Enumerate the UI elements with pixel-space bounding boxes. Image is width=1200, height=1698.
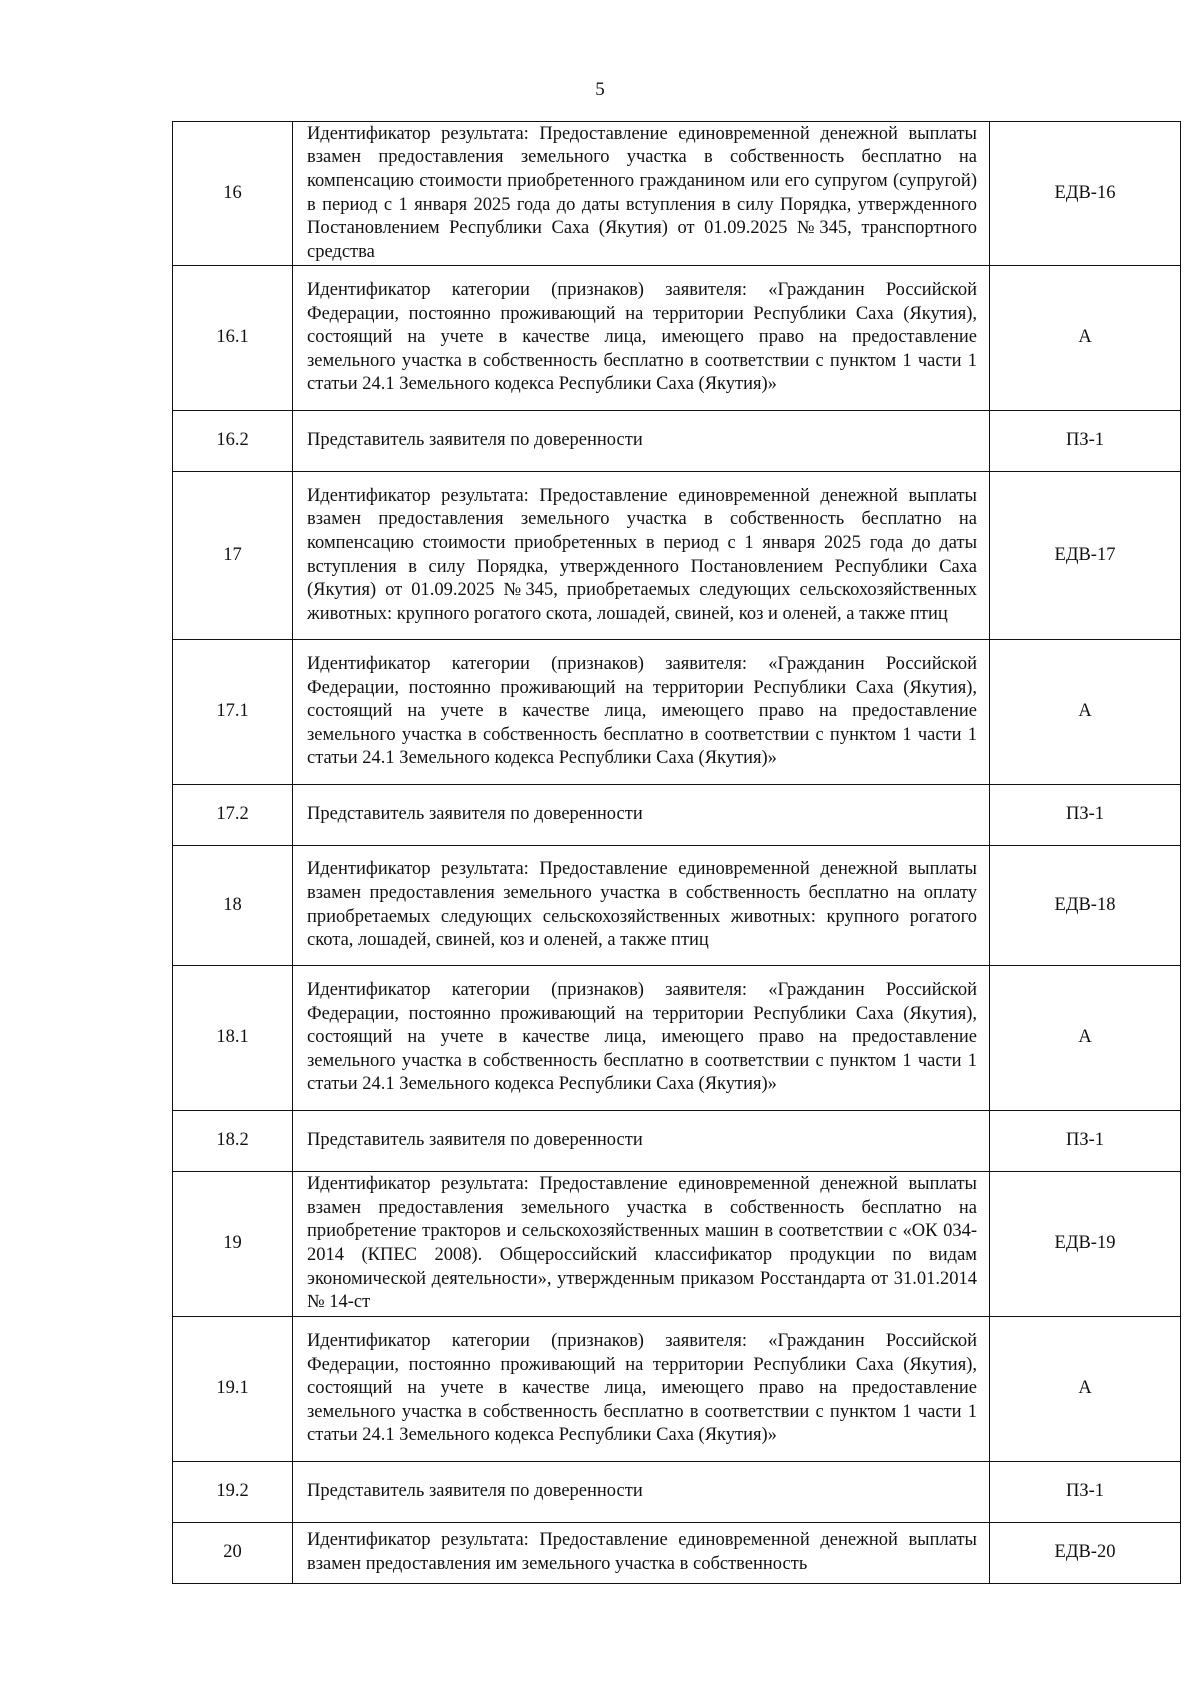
row-number: 19	[173, 1172, 293, 1317]
row-number: 16	[173, 122, 293, 266]
row-code: ЕДВ-19	[990, 1172, 1181, 1317]
row-code: ПЗ-1	[990, 411, 1181, 472]
table-row	[173, 266, 1181, 411]
row-number: 18.2	[173, 1111, 293, 1172]
row-code: А	[990, 966, 1181, 1111]
table-row	[173, 1462, 1181, 1523]
row-number: 18	[173, 846, 293, 966]
row-code: ПЗ-1	[990, 1111, 1181, 1172]
row-code: ПЗ-1	[990, 1462, 1181, 1523]
table-row	[173, 966, 1181, 1111]
row-code: ЕДВ-17	[990, 472, 1181, 640]
row-number: 16.2	[173, 411, 293, 472]
table-body	[173, 122, 1181, 1584]
table-row	[173, 1523, 1181, 1584]
identifiers-table	[172, 121, 1181, 1584]
row-number: 17.2	[173, 785, 293, 846]
table-row	[173, 1172, 1181, 1317]
table-row	[173, 640, 1181, 785]
row-description: Идентификатор категории (признаков) заявителя: «Гражданин Российской Федерации, постоянно проживающий на территории Республики Саха (Якутия), состоящий на учете в качестве лица, имеющего право на предоставление земельного участка в собственность бесплатно в соответствии с пунктом 1 части 1 статьи 24.1 Земельного кодекса Республики Саха (Якутия)»	[293, 966, 990, 1111]
row-code: ПЗ-1	[990, 785, 1181, 846]
row-description: Представитель заявителя по доверенности	[293, 785, 990, 846]
row-code: А	[990, 266, 1181, 411]
row-code: ЕДВ-18	[990, 846, 1181, 966]
page-number: 5	[595, 79, 605, 100]
row-number: 16.1	[173, 266, 293, 411]
row-code: А	[990, 640, 1181, 785]
row-number: 17	[173, 472, 293, 640]
row-number: 20	[173, 1523, 293, 1584]
row-description: Идентификатор результата: Предоставление единовременной денежной выплаты взамен предоставления земельного участка в собственность бесплатно на компенсацию стоимости приобретенных в период с 1 января 2025 года до даты вступления в силу Порядка, утвержденного Постановлением Республики Саха (Якутия) от 01.09.2025 №345, приобретаемых следующих сельскохозяйственных животных: крупного рогатого скота, лошадей, свиней, коз и оленей, а также птиц	[293, 472, 990, 640]
table-row	[173, 122, 1181, 266]
row-number: 18.1	[173, 966, 293, 1111]
row-description: Идентификатор результата: Предоставление единовременной денежной выплаты взамен предоставления им земельного участка в собственность	[293, 1523, 990, 1584]
row-description: Идентификатор категории (признаков) заявителя: «Гражданин Российской Федерации, постоянно проживающий на территории Республики Саха (Якутия), состоящий на учете в качестве лица, имеющего право на предоставление земельного участка в собственность бесплатно в соответствии с пунктом 1 части 1 статьи 24.1 Земельного кодекса Республики Саха (Якутия)»	[293, 266, 990, 411]
table-row	[173, 1111, 1181, 1172]
row-code: ЕДВ-20	[990, 1523, 1181, 1584]
row-description: Идентификатор результата: Предоставление единовременной денежной выплаты взамен предоставления земельного участка в собственность бесплатно на оплату приобретаемых следующих сельскохозяйственных животных: крупного рогатого скота, лошадей, свиней, коз и оленей, а также птиц	[293, 846, 990, 966]
row-number: 17.1	[173, 640, 293, 785]
row-description: Идентификатор результата: Предоставление единовременной денежной выплаты взамен предоставления земельного участка в собственность бесплатно на компенсацию стоимости приобретенного гражданином или его супругом (супругой) в период с 1 января 2025 года до даты вступления в силу Порядка, утвержденного Постановлением Республики Саха (Якутия) от 01.09.2025 №345, транспортного средства	[293, 122, 990, 266]
table-row	[173, 472, 1181, 640]
row-description: Представитель заявителя по доверенности	[293, 1111, 990, 1172]
table-row	[173, 1317, 1181, 1462]
row-description: Идентификатор категории (признаков) заявителя: «Гражданин Российской Федерации, постоянно проживающий на территории Республики Саха (Якутия), состоящий на учете в качестве лица, имеющего право на предоставление земельного участка в собственность бесплатно в соответствии с пунктом 1 части 1 статьи 24.1 Земельного кодекса Республики Саха (Якутия)»	[293, 640, 990, 785]
table-row	[173, 411, 1181, 472]
row-description: Представитель заявителя по доверенности	[293, 411, 990, 472]
row-description: Идентификатор категории (признаков) заявителя: «Гражданин Российской Федерации, постоянно проживающий на территории Республики Саха (Якутия), состоящий на учете в качестве лица, имеющего право на предоставление земельного участка в собственность бесплатно в соответствии с пунктом 1 части 1 статьи 24.1 Земельного кодекса Республики Саха (Якутия)»	[293, 1317, 990, 1462]
row-number: 19.1	[173, 1317, 293, 1462]
row-code: А	[990, 1317, 1181, 1462]
row-code: ЕДВ-16	[990, 122, 1181, 266]
row-number: 19.2	[173, 1462, 293, 1523]
row-description: Идентификатор результата: Предоставление единовременной денежной выплаты взамен предоставления земельного участка в собственность бесплатно на приобретение тракторов и сельскохозяйственных машин в соответствии с «ОК 034-2014 (КПЕС 2008). Общероссийский классификатор продукции по видам экономической деятельности», утвержденным приказом Росстандарта от 31.01.2014 № 14-ст	[293, 1172, 990, 1317]
table-row	[173, 846, 1181, 966]
table-row	[173, 785, 1181, 846]
row-description: Представитель заявителя по доверенности	[293, 1462, 990, 1523]
